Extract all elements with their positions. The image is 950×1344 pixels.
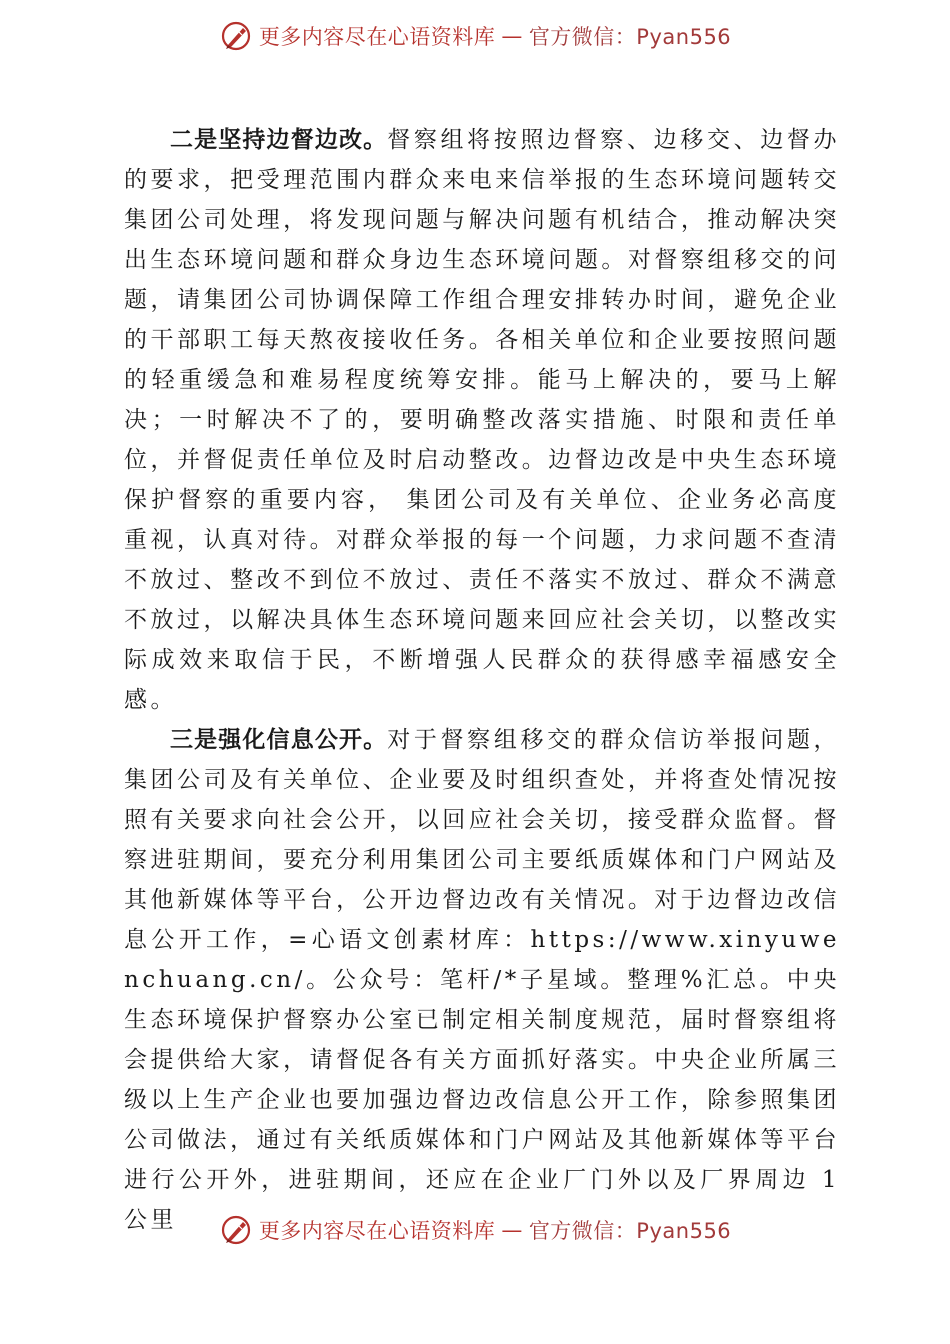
watermark-text: 更多内容尽在心语资料库 [258,25,496,49]
watermark-text: 更多内容尽在心语资料库 [258,1219,496,1243]
paragraph-text: 督察组将按照边督察、边移交、边督办的要求，把受理范围内群众来电来信举报的生态环境问题转交集团公司处理，将发现问题与解决问题有机结合，推动解决突出生态环境问题和群众身边生态环境问题。对督察组移交的问题，请集团公司协调保障工作组合理安排转办时间，避免企业的干部职工每天熬夜接收任务。各相关单位和企业要按照问题的轻重缓急和难易程度统筹安排。能马上解决的，要马上解决；一时解决不了的，要明确整改落实措施、时限和责任单位，并督促责任单位及时启动整改。边督边改是中央生态环境保护督察的重要内容， 集团公司及有关单位、企业务必高度重视，认真对待。对群众举报的每一个问题，力求问题不查清不放过、整改不到位不放过、责任不落实不放过、群众不满意不放过，以解决具体生态环境问题来回应社会关切，以整改实际成效来取信于民，不断增强人民群众的获得感幸福感安全感。 [124,127,841,713]
watermark-separator: — [501,24,523,48]
document-body [124,120,840,1240]
paragraph-supervise-and-rectify [124,120,840,720]
quill-pen-icon [219,1213,253,1247]
watermark-contact: 官方微信：Pyan556 [528,25,732,49]
paragraph-information-disclosure [124,720,840,1240]
quill-pen-icon [219,19,253,53]
paragraph-text: 对于督察组移交的群众信访举报问题，集团公司及有关单位、企业要及时组织查处，并将查处情况按照有关要求向社会公开，以回应社会关切，接受群众监督。督察进驻期间，要充分利用集团公司主要纸质媒体和门户网站及其他新媒体等平台，公开边督边改有关情况。对于边督边改信息公开工作，=心语文创素材库：https://www.xinyuwenchuang.cn/。公众号：笔杆/*子星域。整理%汇总。中央生态环境保护督察办公室已制定相关制度规范，届时督察组将会提供给大家，请督促各有关方面抓好落实。中央企业所属三级以上生产企业也要加强边督边改信息公开工作，除参照集团公司做法，通过有关纸质媒体和门户网站及其他新媒体等平台进行公开外，进驻期间，还应在企业厂门外以及厂界周边 1 公里 [124,727,841,1233]
watermark-contact: 官方微信：Pyan556 [528,1219,732,1243]
footer-watermark [0,1210,950,1250]
paragraph-heading: 三是强化信息公开。 [170,727,388,753]
header-watermark [0,16,950,56]
paragraph-heading: 二是坚持边督边改。 [170,127,388,153]
watermark-separator: — [501,1218,523,1242]
